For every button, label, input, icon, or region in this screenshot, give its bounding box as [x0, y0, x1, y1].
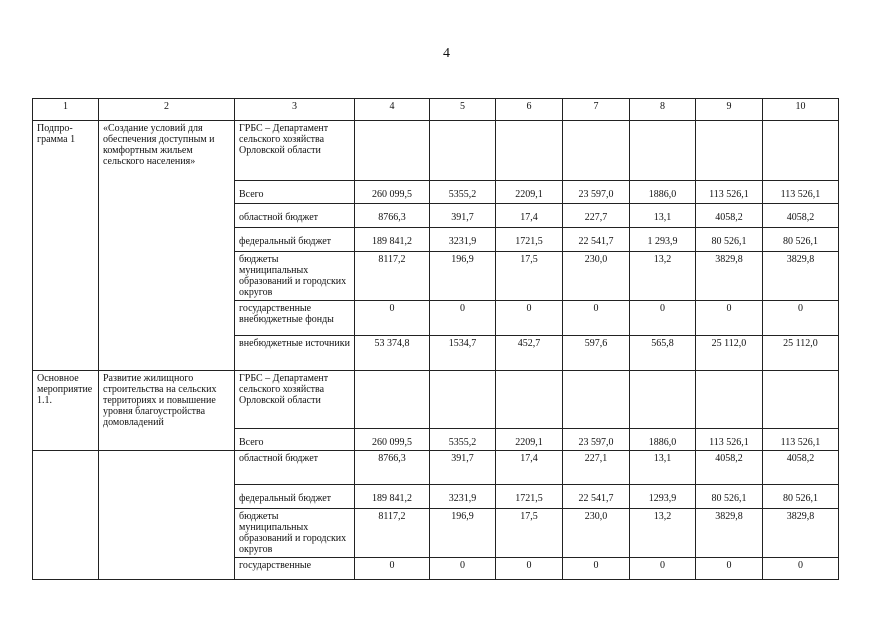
source-label: областной бюджет — [235, 451, 355, 485]
value-cell: 80 526,1 — [696, 485, 763, 509]
value-cell: 17,5 — [496, 252, 563, 301]
value-cell: 0 — [763, 301, 839, 336]
source-label: государственные внебюджетные фонды — [235, 301, 355, 336]
value-cell: 260 099,5 — [355, 181, 430, 204]
value-cell: 4058,2 — [763, 451, 839, 485]
value-cell: 0 — [563, 301, 630, 336]
value-cell: 8117,2 — [355, 252, 430, 301]
value-cell: 391,7 — [430, 204, 496, 228]
header-cell: 2 — [99, 99, 235, 121]
value-cell: 1721,5 — [496, 485, 563, 509]
source-label: областной бюджет — [235, 204, 355, 228]
value-cell: 25 112,0 — [763, 336, 839, 371]
value-cell: 3829,8 — [763, 252, 839, 301]
value-cell: 13,1 — [630, 451, 696, 485]
value-cell: 0 — [355, 558, 430, 580]
value-cell: 1293,9 — [630, 485, 696, 509]
value-cell: 227,7 — [563, 204, 630, 228]
header-cell: 10 — [763, 99, 839, 121]
value-cell: 0 — [630, 301, 696, 336]
value-cell: 3829,8 — [763, 509, 839, 558]
source-label: государственные — [235, 558, 355, 580]
value-cell: 3829,8 — [696, 509, 763, 558]
value-cell: 3829,8 — [696, 252, 763, 301]
value-cell: 0 — [496, 301, 563, 336]
value-cell: 227,1 — [563, 451, 630, 485]
value-cell: 0 — [630, 558, 696, 580]
source-label: Всего — [235, 181, 355, 204]
value-cell: 189 841,2 — [355, 228, 430, 252]
value-cell: 80 526,1 — [696, 228, 763, 252]
value-cell: 1886,0 — [630, 181, 696, 204]
value-cell: 80 526,1 — [763, 228, 839, 252]
value-cell: 189 841,2 — [355, 485, 430, 509]
value-cell: 2209,1 — [496, 181, 563, 204]
value-cell: 113 526,1 — [696, 429, 763, 451]
value-cell: 13,1 — [630, 204, 696, 228]
header-cell: 7 — [563, 99, 630, 121]
value-cell: 53 374,8 — [355, 336, 430, 371]
header-cell: 9 — [696, 99, 763, 121]
source-label: Всего — [235, 429, 355, 451]
value-cell: 4058,2 — [696, 451, 763, 485]
page-number: 4 — [443, 46, 450, 61]
value-cell: 23 597,0 — [563, 181, 630, 204]
value-cell: 3231,9 — [430, 228, 496, 252]
value-cell: 0 — [696, 558, 763, 580]
value-cell: 13,2 — [630, 252, 696, 301]
value-cell: 0 — [355, 301, 430, 336]
value-cell: 0 — [430, 301, 496, 336]
value-cell: 22 541,7 — [563, 485, 630, 509]
header-cell: 6 — [496, 99, 563, 121]
value-cell: 2209,1 — [496, 429, 563, 451]
value-cell: 23 597,0 — [563, 429, 630, 451]
source-label: внебюджетные источники — [235, 336, 355, 371]
value-cell: 3231,9 — [430, 485, 496, 509]
value-cell: 80 526,1 — [763, 485, 839, 509]
table-row — [33, 451, 839, 485]
value-cell: 1721,5 — [496, 228, 563, 252]
value-cell: 17,5 — [496, 509, 563, 558]
value-cell: 1534,7 — [430, 336, 496, 371]
blank-cell — [99, 451, 235, 580]
value-cell: 22 541,7 — [563, 228, 630, 252]
table-row — [33, 371, 839, 429]
value-cell: 5355,2 — [430, 181, 496, 204]
budget-table — [32, 98, 839, 580]
grbs-cell: ГРБС – Департамент сельского хозяйства Орловской области — [235, 121, 355, 181]
value-cell: 8766,3 — [355, 451, 430, 485]
value-cell: 0 — [696, 301, 763, 336]
header-cell: 1 — [33, 99, 99, 121]
value-cell: 113 526,1 — [696, 181, 763, 204]
value-cell: 17,4 — [496, 204, 563, 228]
value-cell: 230,0 — [563, 509, 630, 558]
value-cell: 8117,2 — [355, 509, 430, 558]
value-cell: 196,9 — [430, 252, 496, 301]
header-row — [33, 99, 839, 121]
activity-title-cell: Развитие жилищного строительства на сельских территориях и повышение уровня благоустройства домовладений — [99, 371, 235, 451]
value-cell: 25 112,0 — [696, 336, 763, 371]
value-cell: 196,9 — [430, 509, 496, 558]
header-cell: 3 — [235, 99, 355, 121]
value-cell: 1886,0 — [630, 429, 696, 451]
header-cell: 4 — [355, 99, 430, 121]
value-cell: 113 526,1 — [763, 181, 839, 204]
source-label: федеральный бюджет — [235, 228, 355, 252]
grbs-cell: ГРБС – Департамент сельского хозяйства Орловской области — [235, 371, 355, 429]
program-title-cell: «Создание условий для обеспечения доступным и комфортным жильем сельского населения» — [99, 121, 235, 371]
value-cell: 260 099,5 — [355, 429, 430, 451]
activity-code-cell: Основное мероприятие 1.1. — [33, 371, 99, 451]
value-cell: 230,0 — [563, 252, 630, 301]
value-cell: 4058,2 — [763, 204, 839, 228]
value-cell: 565,8 — [630, 336, 696, 371]
value-cell: 0 — [563, 558, 630, 580]
header-cell: 8 — [630, 99, 696, 121]
value-cell: 1 293,9 — [630, 228, 696, 252]
value-cell: 0 — [430, 558, 496, 580]
program-code-cell: Подпро- грамма 1 — [33, 121, 99, 371]
value-cell: 0 — [763, 558, 839, 580]
blank-cell — [33, 451, 99, 580]
value-cell: 5355,2 — [430, 429, 496, 451]
value-cell: 0 — [496, 558, 563, 580]
source-label: бюджеты муниципальных образований и городских округов — [235, 252, 355, 301]
source-label: бюджеты муниципальных образований и городских округов — [235, 509, 355, 558]
value-cell: 4058,2 — [696, 204, 763, 228]
value-cell: 113 526,1 — [763, 429, 839, 451]
value-cell: 391,7 — [430, 451, 496, 485]
header-cell: 5 — [430, 99, 496, 121]
source-label: федеральный бюджет — [235, 485, 355, 509]
value-cell: 597,6 — [563, 336, 630, 371]
table-row — [33, 121, 839, 181]
value-cell: 17,4 — [496, 451, 563, 485]
value-cell: 8766,3 — [355, 204, 430, 228]
value-cell: 452,7 — [496, 336, 563, 371]
value-cell: 13,2 — [630, 509, 696, 558]
